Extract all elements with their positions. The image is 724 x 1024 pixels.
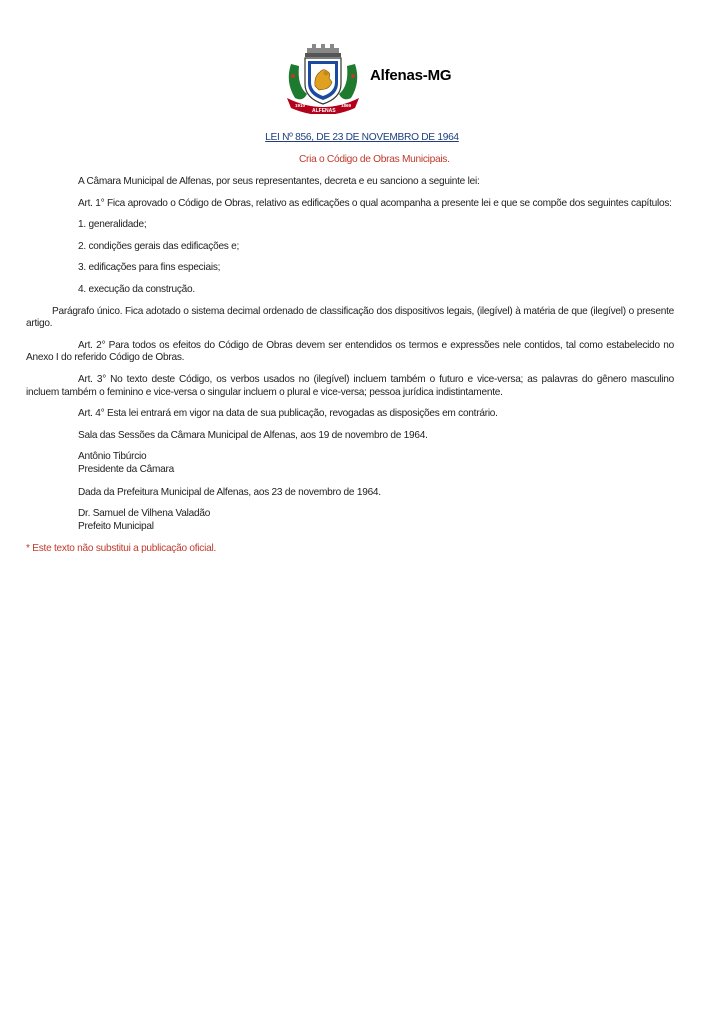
signature-mayor-role: Prefeito Municipal — [78, 520, 154, 532]
municipal-crest-logo — [283, 42, 363, 114]
signature-mayor-name: Dr. Samuel de Vilhena Valadão — [78, 508, 211, 520]
signature-president — [52, 451, 674, 476]
signature-president-name: Antônio Tibúrcio — [78, 451, 147, 463]
chapter-item-2: 2. condições gerais das edificações e; — [78, 240, 240, 252]
law-summary-text: Cria o Código de Obras Municipais. — [299, 154, 450, 165]
law-body — [26, 176, 674, 565]
crest-ribbon-center: ALFENAS — [312, 108, 336, 114]
chapter-item-3: 3. edificações para fins especiais; — [78, 262, 221, 274]
chapter-item-1: 1. generalidade; — [78, 219, 147, 231]
crest-ribbon-left: 1910 — [295, 103, 306, 108]
article-4-paragraph: Art. 4° Esta lei entrará em vigor na data de sua publicação, revogadas as disposições em contrário. — [78, 408, 498, 420]
dated-paragraph: Dada da Prefeitura Municipal de Alfenas, aos 23 de novembro de 1964. — [78, 486, 381, 498]
signature-mayor — [52, 508, 674, 533]
article-1-paragraph: Art. 1° Fica aprovado o Código de Obras, relativo as edificações o qual acompanha a presente lei e que se compõe dos seguintes capítulos: — [78, 197, 672, 209]
session-hall-paragraph: Sala das Sessões da Câmara Municipal de Alfenas, aos 19 de novembro de 1964. — [78, 429, 428, 441]
article-2-paragraph: Art. 2° Para todos os efeitos do Código de Obras devem ser entendidos os termos e expressões nele contidos, tal como estabelecido no Anexo I do referido Código de Obras. — [26, 339, 674, 364]
signature-president-role: Presidente da Câmara — [78, 463, 174, 475]
sole-paragraph: Parágrafo único. Fica adotado o sistema decimal ordenado de classificação dos dispositivos legais, (ilegível) à matéria de que (ilegível) o presente artigo. — [26, 305, 674, 330]
disclaimer-footnote: * Este texto não substitui a publicação oficial. — [26, 543, 216, 555]
page-header — [0, 38, 724, 118]
preamble-paragraph: A Câmara Municipal de Alfenas, por seus representantes, decreta e eu sanciono a seguinte lei: — [78, 176, 480, 187]
city-name: Alfenas-MG — [370, 67, 452, 84]
article-3-paragraph: Art. 3° No texto deste Código, os verbos usados no (ilegível) incluem também o futuro e vice-versa; as palavras do gênero masculino incluem também o feminino e vice-versa o singular incluem o plural e vice-versa; pessoa jurídica indistintamente. — [26, 373, 674, 398]
law-title-link[interactable]: LEI Nº 856, DE 23 DE NOVEMBRO DE 1964 — [265, 132, 459, 143]
law-title — [0, 132, 724, 143]
chapter-item-4: 4. execução da construção. — [78, 283, 195, 295]
crest-ribbon-right: 1869 — [341, 103, 352, 108]
